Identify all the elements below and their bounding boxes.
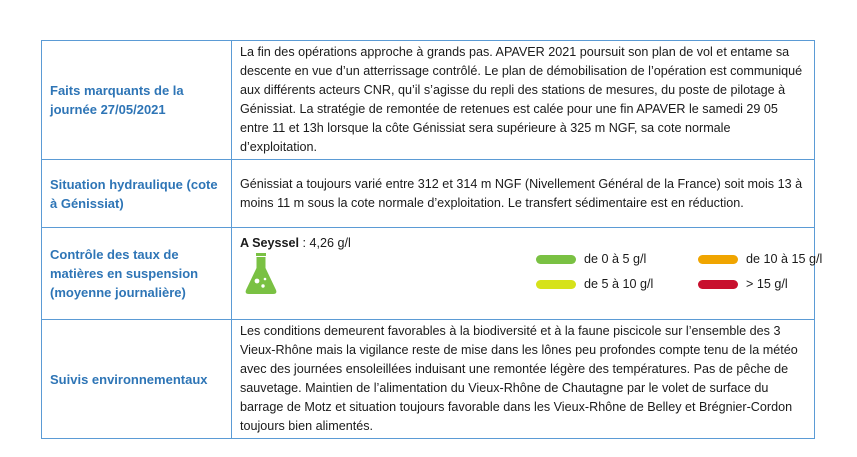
report-row-highlights [42,41,815,160]
row-text-environment: Les conditions demeurent favorables à la biodiversité et à la faune piscicole sur l’ensemble des 3 Vieux-Rhône mais la vigilance reste de mise dans les lônes peu profondes compte tenu de la météo avec des journées ensoleillées induisant une remontée légère des températures. Pas de pêche de sauvetage. Maintien de l’alimentation du Vieux-Rhône de Chautagne par le volet de surface du barrage de Motz et situation toujours favorable dans les Vieux-Rhône de Belley et Brégnier-Cordon toujours bien alimentés. [232,320,815,439]
row-label-suspended-matter: Contrôle des taux de matières en suspension (moyenne journalière) [42,228,232,320]
legend-swatch-green [536,255,576,264]
legend-item-5-10 [536,275,653,294]
legend-label: de 0 à 5 g/l [584,252,647,266]
legend-label: de 5 à 10 g/l [584,277,654,291]
report-row-hydraulics [42,160,815,228]
row-label-environment: Suivis environnementaux [42,320,232,439]
report-row-environment [42,320,815,439]
legend-item-0-5 [536,250,646,269]
legend-label: de 10 à 15 g/l [746,252,823,266]
legend-swatch-orange [698,255,738,264]
legend-swatch-yellow [536,280,576,289]
row-label-hydraulics: Situation hydraulique (cote à Génissiat) [42,160,232,228]
legend-item-over-15 [698,275,788,294]
flask-icon [244,252,278,296]
suspended-matter-cell [232,228,823,320]
row-text-highlights: La fin des opérations approche à grands pas. APAVER 2021 poursuit son plan de vol et entame sa descente en vue d’un atterrissage contrôlé. Le plan de démobilisation de l’opération est communiqué aux différents acteurs CNR, qu’il s’agisse du repli des stations de mesures, du poste de pilotage à Génissiat. La stratégie de remontée de retenues est calée pour une fin APAVER le samedi 29 05 entre 11 et 13h lorsque la côte Génissiat sera supérieure à 325 m NGF, sa cote normale d’exploitation. [232,41,815,160]
daily-report-table [41,40,823,439]
legend-item-10-15 [698,250,822,269]
legend-swatch-red [698,280,738,289]
legend-label: > 15 g/l [746,277,788,291]
report-row-suspended-matter [42,228,815,320]
row-label-highlights: Faits marquants de la journée 27/05/2021 [42,41,232,160]
concentration-legend [536,250,823,300]
measurement-value: : 4,26 g/l [299,236,351,250]
site-name: A Seyssel [240,236,300,250]
row-text-hydraulics: Génissiat a toujours varié entre 312 et 314 m NGF (Nivellement Général de la France) soit mois 13 à moins 11 m sous la cote normale d’exploitation. Le transfert sédimentaire est en réduction. [232,160,815,228]
